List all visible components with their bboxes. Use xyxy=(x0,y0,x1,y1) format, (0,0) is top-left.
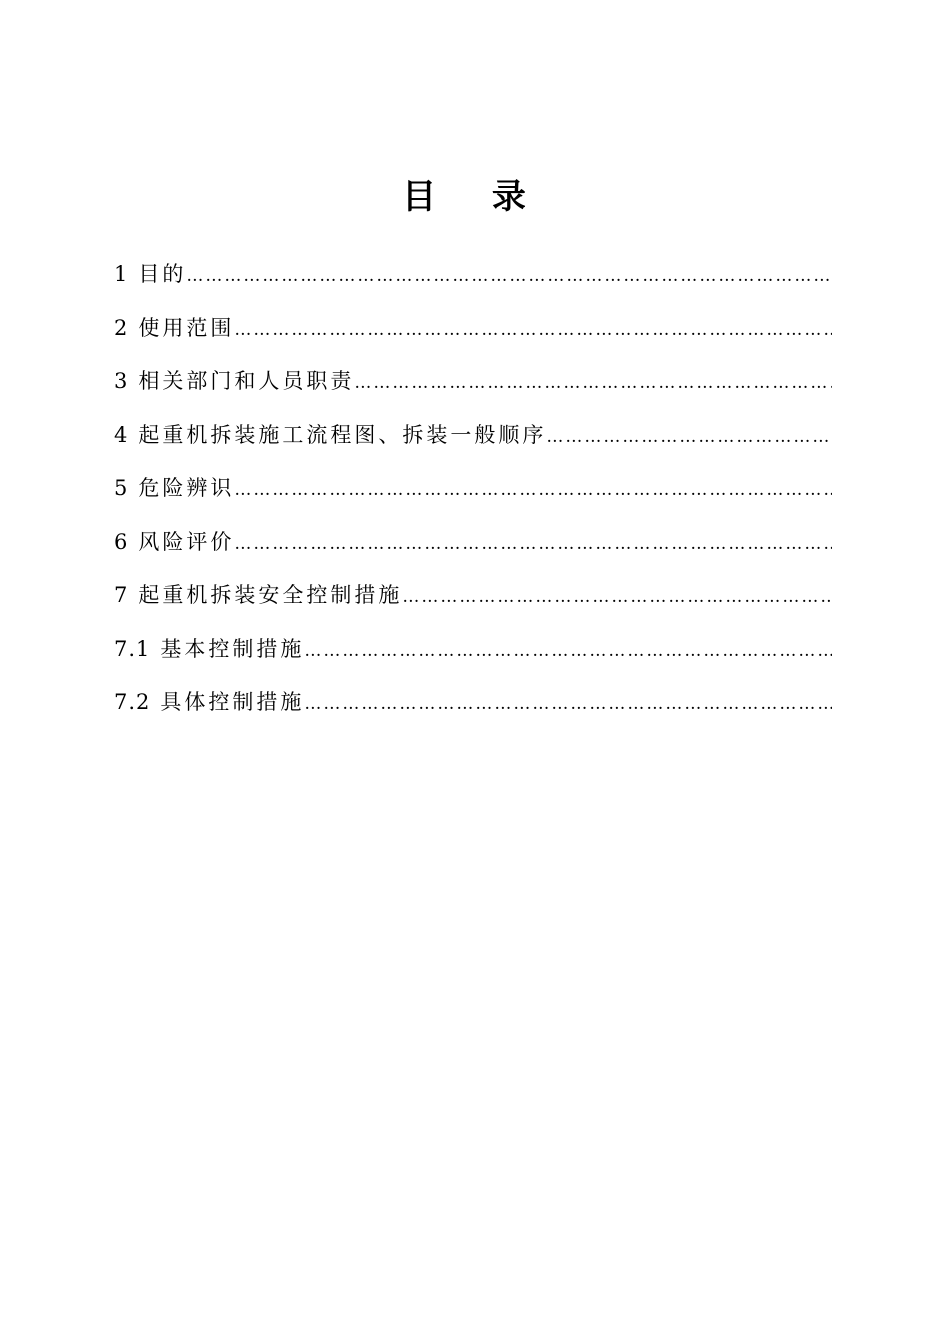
toc-entry-number: 2 xyxy=(114,315,129,340)
dot-leader xyxy=(304,625,832,677)
toc-entry-number: 7.1 xyxy=(114,636,151,661)
toc-entry-number: 7.2 xyxy=(114,690,151,714)
dot-leader xyxy=(546,411,832,463)
dot-leader xyxy=(186,250,832,302)
toc-entry-7-1 xyxy=(114,623,832,677)
toc-entry-text: 使用范围 xyxy=(138,315,235,340)
toc-entry-6 xyxy=(114,516,832,570)
toc-entry-text: 相关部门和人员职责 xyxy=(138,369,355,393)
table-of-contents xyxy=(114,248,832,730)
toc-entry-7-2 xyxy=(114,676,832,730)
toc-entry-number: 5 xyxy=(114,476,129,500)
dot-leader xyxy=(234,464,832,516)
toc-entry-text: 具体控制措施 xyxy=(160,690,305,714)
toc-entry-text: 起重机拆装施工流程图、拆装一般顺序 xyxy=(138,422,547,447)
toc-entry-number: 1 xyxy=(114,262,129,286)
toc-entry-7 xyxy=(114,569,832,623)
toc-entry-text: 目的 xyxy=(138,262,187,286)
toc-entry-number: 6 xyxy=(114,529,129,554)
toc-entry-text: 风险评价 xyxy=(138,529,235,554)
toc-entry-3 xyxy=(114,355,832,409)
toc-entry-number: 7 xyxy=(114,583,129,607)
dot-leader xyxy=(304,678,832,730)
toc-entry-number: 4 xyxy=(114,422,129,447)
toc-entry-2 xyxy=(114,302,832,356)
toc-title: 目 录 xyxy=(402,177,548,217)
toc-entry-text: 基本控制措施 xyxy=(160,636,305,661)
dot-leader xyxy=(234,518,832,570)
toc-entry-5 xyxy=(114,462,832,516)
dot-leader xyxy=(234,304,832,356)
toc-entry-1 xyxy=(114,248,832,302)
dot-leader xyxy=(354,357,832,409)
toc-entry-number: 3 xyxy=(114,369,129,393)
dot-leader xyxy=(402,571,832,623)
toc-entry-4 xyxy=(114,409,832,463)
toc-entry-text: 起重机拆装安全控制措施 xyxy=(138,583,403,607)
toc-entry-text: 危险辨识 xyxy=(138,476,235,500)
